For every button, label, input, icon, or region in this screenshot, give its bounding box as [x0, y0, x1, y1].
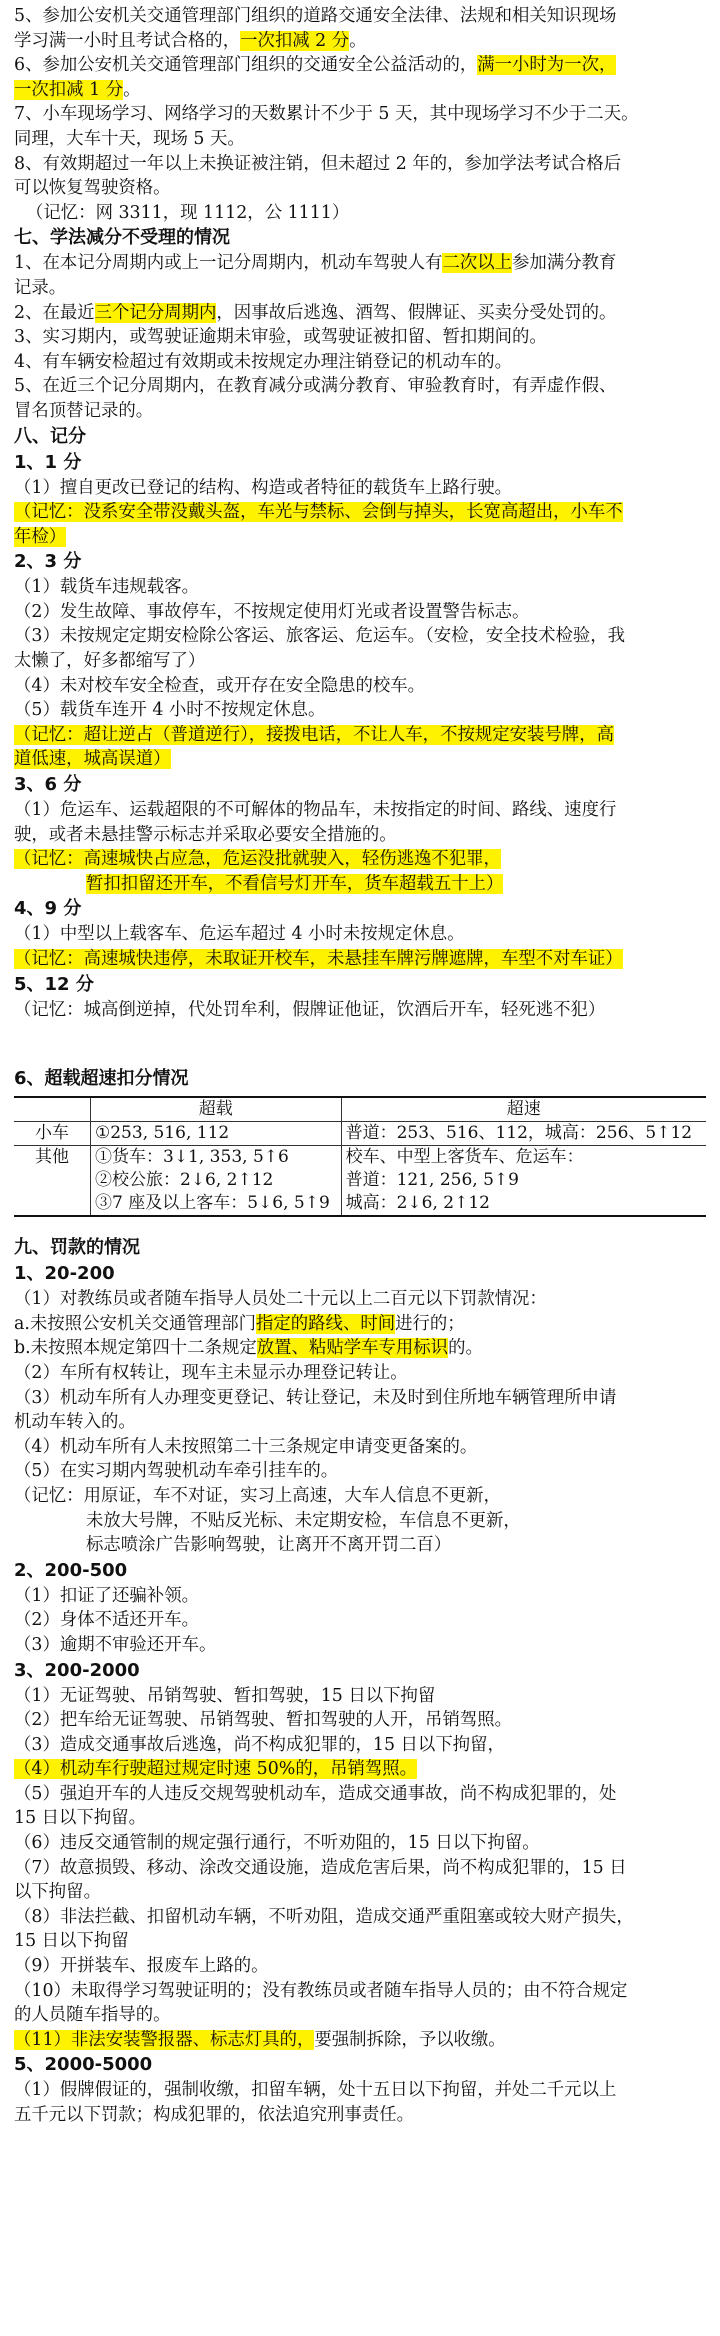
table-row: [14, 1146, 706, 1217]
text-line: 以下拘留。: [14, 1882, 101, 1903]
text-line: 7、小车现场学习、网络学习的天数累计不少于 5 天，其中现场学习不少于二天。: [14, 104, 639, 125]
subsection-heading: 4、9 分: [14, 898, 82, 920]
memo-line: （记忆：用原证，车不对证，实习上高速，大车人信息不更新，: [14, 1485, 501, 1506]
text-line: 记录。: [14, 277, 67, 298]
memo-line: [14, 500, 706, 525]
text-line: 5、在近三个记分周期内，在教育减分或满分教育、审验教育时，有弄虚作假、: [14, 376, 617, 397]
text-line: （1）危运车、运载超限的不可解体的物品车，未按指定的时间、路线、速度行: [14, 800, 617, 821]
text-line: （2）车所有权转让，现车主未显示办理登记转让。: [14, 1362, 408, 1383]
spacer: [14, 1217, 706, 1235]
memo-line: [14, 847, 706, 872]
highlight: 一次扣减 1 分: [14, 79, 124, 100]
subsection-heading: 3、6 分: [14, 774, 82, 796]
text-line: a.未按照公安机关交通管理部门指定的路线、时间进行的；: [14, 1313, 465, 1334]
cell-line: 校车、中型上客货车、危运车：: [345, 1147, 584, 1168]
text-line: （3）逾期不审验还开车。: [14, 1634, 217, 1655]
highlight: 满一小时为一次，: [477, 55, 617, 76]
table-cell: [341, 1146, 706, 1217]
cell-line: 城高：2↓6, 2↑12: [345, 1193, 490, 1214]
text-line: 冒名顶替记录的。: [14, 400, 154, 421]
table-cell: ①253, 516, 112: [91, 1122, 342, 1146]
cell-line: ③7 座及以上客车：5↓6, 5↑9: [95, 1193, 330, 1214]
subsection-heading: 1、1 分: [14, 451, 82, 473]
text-line: （1）对教练员或者随车指导人员处二十元以上二百元以下罚款情况：: [14, 1289, 547, 1310]
text-line: 3、实习期内，或驾驶证逾期未审验，或驾驶证被扣留、暂扣期间的。: [14, 327, 547, 348]
highlight: 暂扣扣留还开车，不看信号灯开车，货车超载五十上）: [86, 873, 504, 894]
highlight: （11）非法安装警报器、标志灯具的，: [14, 2029, 315, 2050]
text-line: （1）中型以上载客车、危运车超过 4 小时未按规定休息。: [14, 924, 465, 945]
memo-line: [14, 723, 706, 748]
text-line: 可以恢复驾驶资格。: [14, 178, 171, 199]
text-line: （3）未按规定定期安检除公客运、旅客运、危运车。（安检，安全技术检验，我: [14, 626, 626, 647]
table-header-row: [14, 1097, 706, 1122]
text-line: 15 日以下拘留。: [14, 1808, 147, 1829]
section-heading: 八、记分: [14, 425, 86, 447]
text-line: 机动车转入的。: [14, 1412, 136, 1433]
memo-line: （记忆：城高倒逆掉，代处罚牟利，假牌证他证，饮酒后开车，轻死逃不犯）: [14, 999, 606, 1020]
text-line: （11）非法安装警报器、标志灯具的，要强制拆除，予以收缴。: [14, 2029, 506, 2050]
highlight: 三个记分周期内: [94, 302, 217, 323]
text-line: 4、有车辆安检超过有效期或未按规定办理注销登记的机动车的。: [14, 351, 513, 372]
text-line: 8、有效期超过一年以上未换证被注销，但未超过 2 年的，参加学法考试合格后: [14, 153, 622, 174]
text-line: 5、参加公安机关交通管理部门组织的道路交通安全法律、法规和相关知识现场: [14, 6, 617, 26]
text-line: [14, 1757, 706, 1782]
subsection-heading: 5、12 分: [14, 973, 94, 995]
table-title: 6、超载超速扣分情况: [14, 1068, 189, 1090]
cell-line: 普道：121, 256, 5↑9: [345, 1170, 519, 1191]
text-line: （9）开拼装车、报废车上路的。: [14, 1956, 269, 1977]
highlight: （4）机动车行驶超过规定时速 50%的，吊销驾照。: [14, 1759, 418, 1780]
text-line: （10）未取得学习驾驶证明的；没有教练员或者随车指导人员的；由不符合规定: [14, 1980, 628, 2001]
text-line: 一次扣减 1 分。: [14, 79, 141, 100]
text-line: 1、在本记分周期内或上一记分周期内，机动车驾驶人有二次以上参加满分教育: [14, 253, 617, 274]
text-line: 太懒了，好多都缩写了）: [14, 651, 206, 672]
memo-line: [14, 947, 706, 972]
section-heading: 九、罚款的情况: [14, 1237, 140, 1259]
text-line: 的人员随车指导的。: [14, 2005, 171, 2026]
memo-line: （记忆：网 3311，现 1112，公 1111）: [26, 202, 350, 223]
text-line: （4）未对校车安全检查，或开存在安全隐患的校车。: [14, 675, 426, 696]
text-line: 五千元以下罚款；构成犯罪的，依法追究刑事责任。: [14, 2105, 414, 2125]
section-heading: 七、学法减分不受理的情况: [14, 227, 230, 249]
text-line: （4）机动车所有人未按照第二十三条规定申请变更备案的。: [14, 1436, 478, 1457]
table-row-label: 小车: [14, 1122, 91, 1146]
highlight: 二次以上: [442, 253, 513, 274]
spacer: [14, 1022, 706, 1066]
subsection-heading: 1、20-200: [14, 1263, 115, 1285]
text-line: （3）造成交通事故后逃逸，尚不构成犯罪的，15 日以下拘留，: [14, 1734, 505, 1755]
text-line: （5）强迫开车的人违反交规驾驶机动车，造成交通事故，尚不构成犯罪的，处: [14, 1783, 617, 1804]
highlight: 道低速，城高误道）: [14, 749, 171, 770]
text-line: （7）故意损毁、移动、涂改交通设施，造成危害后果，尚不构成犯罪的，15 日: [14, 1857, 627, 1878]
memo-line: [14, 747, 706, 772]
text-line: （6）违反交通管制的规定强行通行，不听劝阻的，15 日以下拘留。: [14, 1833, 540, 1854]
highlight: （记忆：没系安全带没戴头盔，车光与禁标、会倒与掉头，长宽高超出，小车不: [14, 502, 623, 523]
text-line: 6、参加公安机关交通管理部门组织的交通安全公益活动的，满一小时为一次，: [14, 55, 617, 76]
subsection-heading: 3、200-2000: [14, 1659, 140, 1681]
text-line: 2、在最近三个记分周期内，因事故后逃逸、酒驾、假牌证、买卖分受处罚的。: [14, 302, 617, 323]
table-row-label: 其他: [14, 1146, 91, 1217]
text-line: b.未按照本规定第四十二条规定放置、粘贴学车专用标识的。: [14, 1338, 483, 1359]
text-line: 15 日以下拘留: [14, 1931, 129, 1952]
highlight: （记忆：超让逆占（普道逆行），接拨电话，不让人车，不按规定安装号牌，高: [14, 724, 614, 745]
cell-line: ②校公旅：2↓6, 2↑12: [95, 1170, 274, 1191]
table-cell: 普道：253、516、112，城高：256、5↑12: [341, 1122, 706, 1146]
cell-line: ①货车：3↓1, 353, 5↑6: [95, 1147, 289, 1168]
memo-line: 未放大号牌，不贴反光标、未定期安检，车信息不更新，: [86, 1510, 521, 1531]
table-header-cell: 超速: [341, 1097, 706, 1122]
highlight: 一次扣减 2 分: [240, 30, 350, 51]
penalty-table: [14, 1096, 706, 1217]
text-line: 驶，或者未悬挂警示标志并采取必要安全措施的。: [14, 824, 397, 845]
text-line: 同理，大车十天，现场 5 天。: [14, 128, 245, 149]
subsection-heading: 2、200-500: [14, 1559, 128, 1581]
subsection-heading: 5、2000-5000: [14, 2054, 153, 2076]
table-cell: [91, 1146, 342, 1217]
table-header-cell: 超载: [91, 1097, 342, 1122]
text-line: （1）扣证了还骗补领。: [14, 1585, 199, 1606]
text-line: （3）机动车所有人办理变更登记、转让登记，未及时到住所地车辆管理所申请: [14, 1387, 617, 1408]
highlight: 年检）: [14, 526, 67, 547]
text-line: （5）在实习期内驾驶机动车牵引挂车的。: [14, 1461, 339, 1482]
text-line: （2）身体不适还开车。: [14, 1610, 199, 1631]
memo-line: [14, 872, 706, 897]
text-line: 学习满一小时且考试合格的，一次扣减 2 分。: [14, 30, 367, 51]
table-header-cell: [14, 1097, 91, 1122]
highlight: （记忆：高速城快占应急，危运没批就驶入，轻伤逃逸不犯罪，: [14, 849, 501, 870]
text-line: （1）假牌假证的，强制收缴，扣留车辆，处十五日以下拘留，并处二千元以上: [14, 2080, 617, 2101]
text-line: （1）载货车违规载客。: [14, 577, 199, 598]
text-line: （1）无证驾驶、吊销驾驶、暂扣驾驶，15 日以下拘留: [14, 1685, 436, 1706]
memo-line: [14, 525, 706, 550]
text-line: （2）把车给无证驾驶、吊销驾驶、暂扣驾驶的人开，吊销驾照。: [14, 1710, 513, 1731]
text-line: （1）擅自更改已登记的结构、构造或者特征的载货车上路行驶。: [14, 477, 513, 498]
highlight: 指定的路线、时间: [255, 1313, 396, 1334]
highlight: 放置、粘贴学车专用标识: [256, 1338, 449, 1359]
memo-line: 标志喷涂广告影响驾驶，让离开不离开罚二百）: [86, 1535, 452, 1556]
subsection-heading: 2、3 分: [14, 551, 82, 573]
text-line: （8）非法拦截、扣留机动车辆，不听劝阻，造成交通严重阻塞或较大财产损失，: [14, 1906, 634, 1927]
text-line: （2）发生故障、事故停车，不按规定使用灯光或者设置警告标志。: [14, 601, 530, 622]
text-line: （5）载货车连开 4 小时不按规定休息。: [14, 700, 326, 721]
table-row: [14, 1122, 706, 1146]
highlight: （记忆：高速城快违停，未取证开校车，未悬挂车牌污牌遮牌，车型不对车证）: [14, 949, 623, 969]
